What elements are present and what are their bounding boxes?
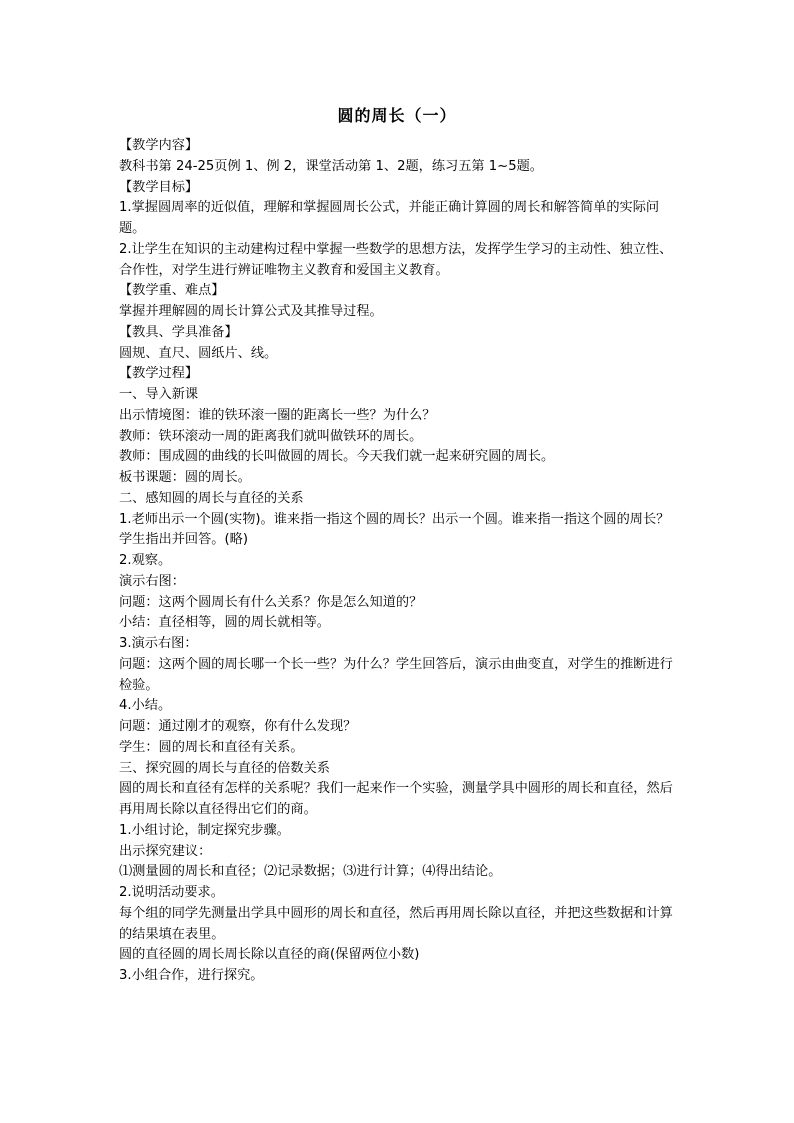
text-line: 每个组的同学先测量出学具中圆形的周长和直径，然后再用周长除以直径，并把这些数据和计算的结果填在表里。 — [119, 905, 673, 942]
text-line: 1.掌握圆周率的近似值，理解和掌握圆周长公式，并能正确计算圆的周长和解答简单的实际问题。 — [119, 200, 660, 236]
text-line: 1.老师出示一个圆(实物)。谁来指一指这个圆的周长？出示一个圆。谁来指一指这个圆的周长？ — [119, 511, 670, 527]
text-line: 教师：铁环滚动一周的距离我们就叫做铁环的周长。 — [119, 428, 423, 444]
text-line: 2.观察。 — [119, 553, 172, 568]
text-line: 3.小组合作，进行探究。 — [119, 968, 264, 983]
subheading-line: 二、感知圆的周长与直径的关系 — [119, 490, 304, 506]
text-line: 教师：围成圆的曲线的长叫做圆的周长。今天我们就一起来研究圆的周长。 — [119, 449, 555, 465]
text-line: 问题：这两个圆周长有什么关系？你是怎么知道的？ — [119, 594, 423, 610]
subheading-line: 三、探究圆的周长与直径的倍数关系 — [119, 760, 330, 776]
text-line: 学生：圆的周长和直径有关系。 — [119, 739, 304, 755]
text-line: 4.小结。 — [119, 698, 172, 714]
text-line: ⑴测量圆的周长和直径；⑵记录数据；⑶进行计算；⑷得出结论。 — [119, 864, 502, 880]
subheading-line: 一、导入新课 — [119, 387, 199, 402]
text-line: 1.小组讨论，制定探究步骤。 — [119, 822, 290, 838]
page-title: 圆的周长（一） — [337, 106, 457, 125]
section-heading-key-points: 【教学重、难点】 — [119, 283, 225, 299]
text-line: 小结：直径相等，圆的周长就相等。 — [119, 615, 330, 631]
section-heading-materials: 【教具、学具准备】 — [119, 324, 238, 340]
text-line: 演示右图： — [119, 573, 185, 589]
text-line: 3.演示右图： — [119, 636, 198, 651]
text-line: 圆规、直尺、圆纸片、线。 — [119, 345, 278, 361]
text-line: 板书课题：圆的周长。 — [119, 470, 251, 485]
section-heading-goals: 【教学目标】 — [119, 179, 199, 195]
document-body — [119, 136, 679, 987]
text-line: 问题：这两个圆的周长哪一个长一些？为什么？学生回答后，演示由曲变直，对学生的推断进行检验。 — [119, 656, 673, 693]
text-line: 2.让学生在知识的主动建构过程中掌握一些数学的思想方法，发挥学生学习的主动性、独立性、合作性，对学生进行辨证唯物主义教育和爱国主义教育。 — [119, 241, 673, 278]
text-line: 圆的直径圆的周长周长除以直径的商(保留两位小数) — [119, 947, 420, 963]
section-heading-content: 【教学内容】 — [119, 138, 199, 153]
text-line: 圆的周长和直径有怎样的关系呢？我们一起来作一个实验，测量学具中圆形的周长和直径，然后再用周长除以直径得出它们的商。 — [119, 781, 673, 817]
section-heading-process: 【教学过程】 — [119, 366, 199, 382]
text-line: 出示探究建议： — [119, 843, 212, 859]
text-line: 问题：通过刚才的观察，你有什么发现？ — [119, 719, 357, 734]
text-line: 掌握并理解圆的周长计算公式及其推导过程。 — [119, 304, 383, 319]
text-line: 出示情境图：谁的铁环滚一圈的距离长一些？为什么？ — [119, 407, 436, 423]
text-line: 2.说明活动要求。 — [119, 885, 224, 900]
text-line: 学生指出并回答。(略) — [119, 532, 248, 548]
text-line: 教科书第 24-25页例 1、例 2，课堂活动第 1、2题，练习五第 1~5题。 — [119, 158, 543, 174]
